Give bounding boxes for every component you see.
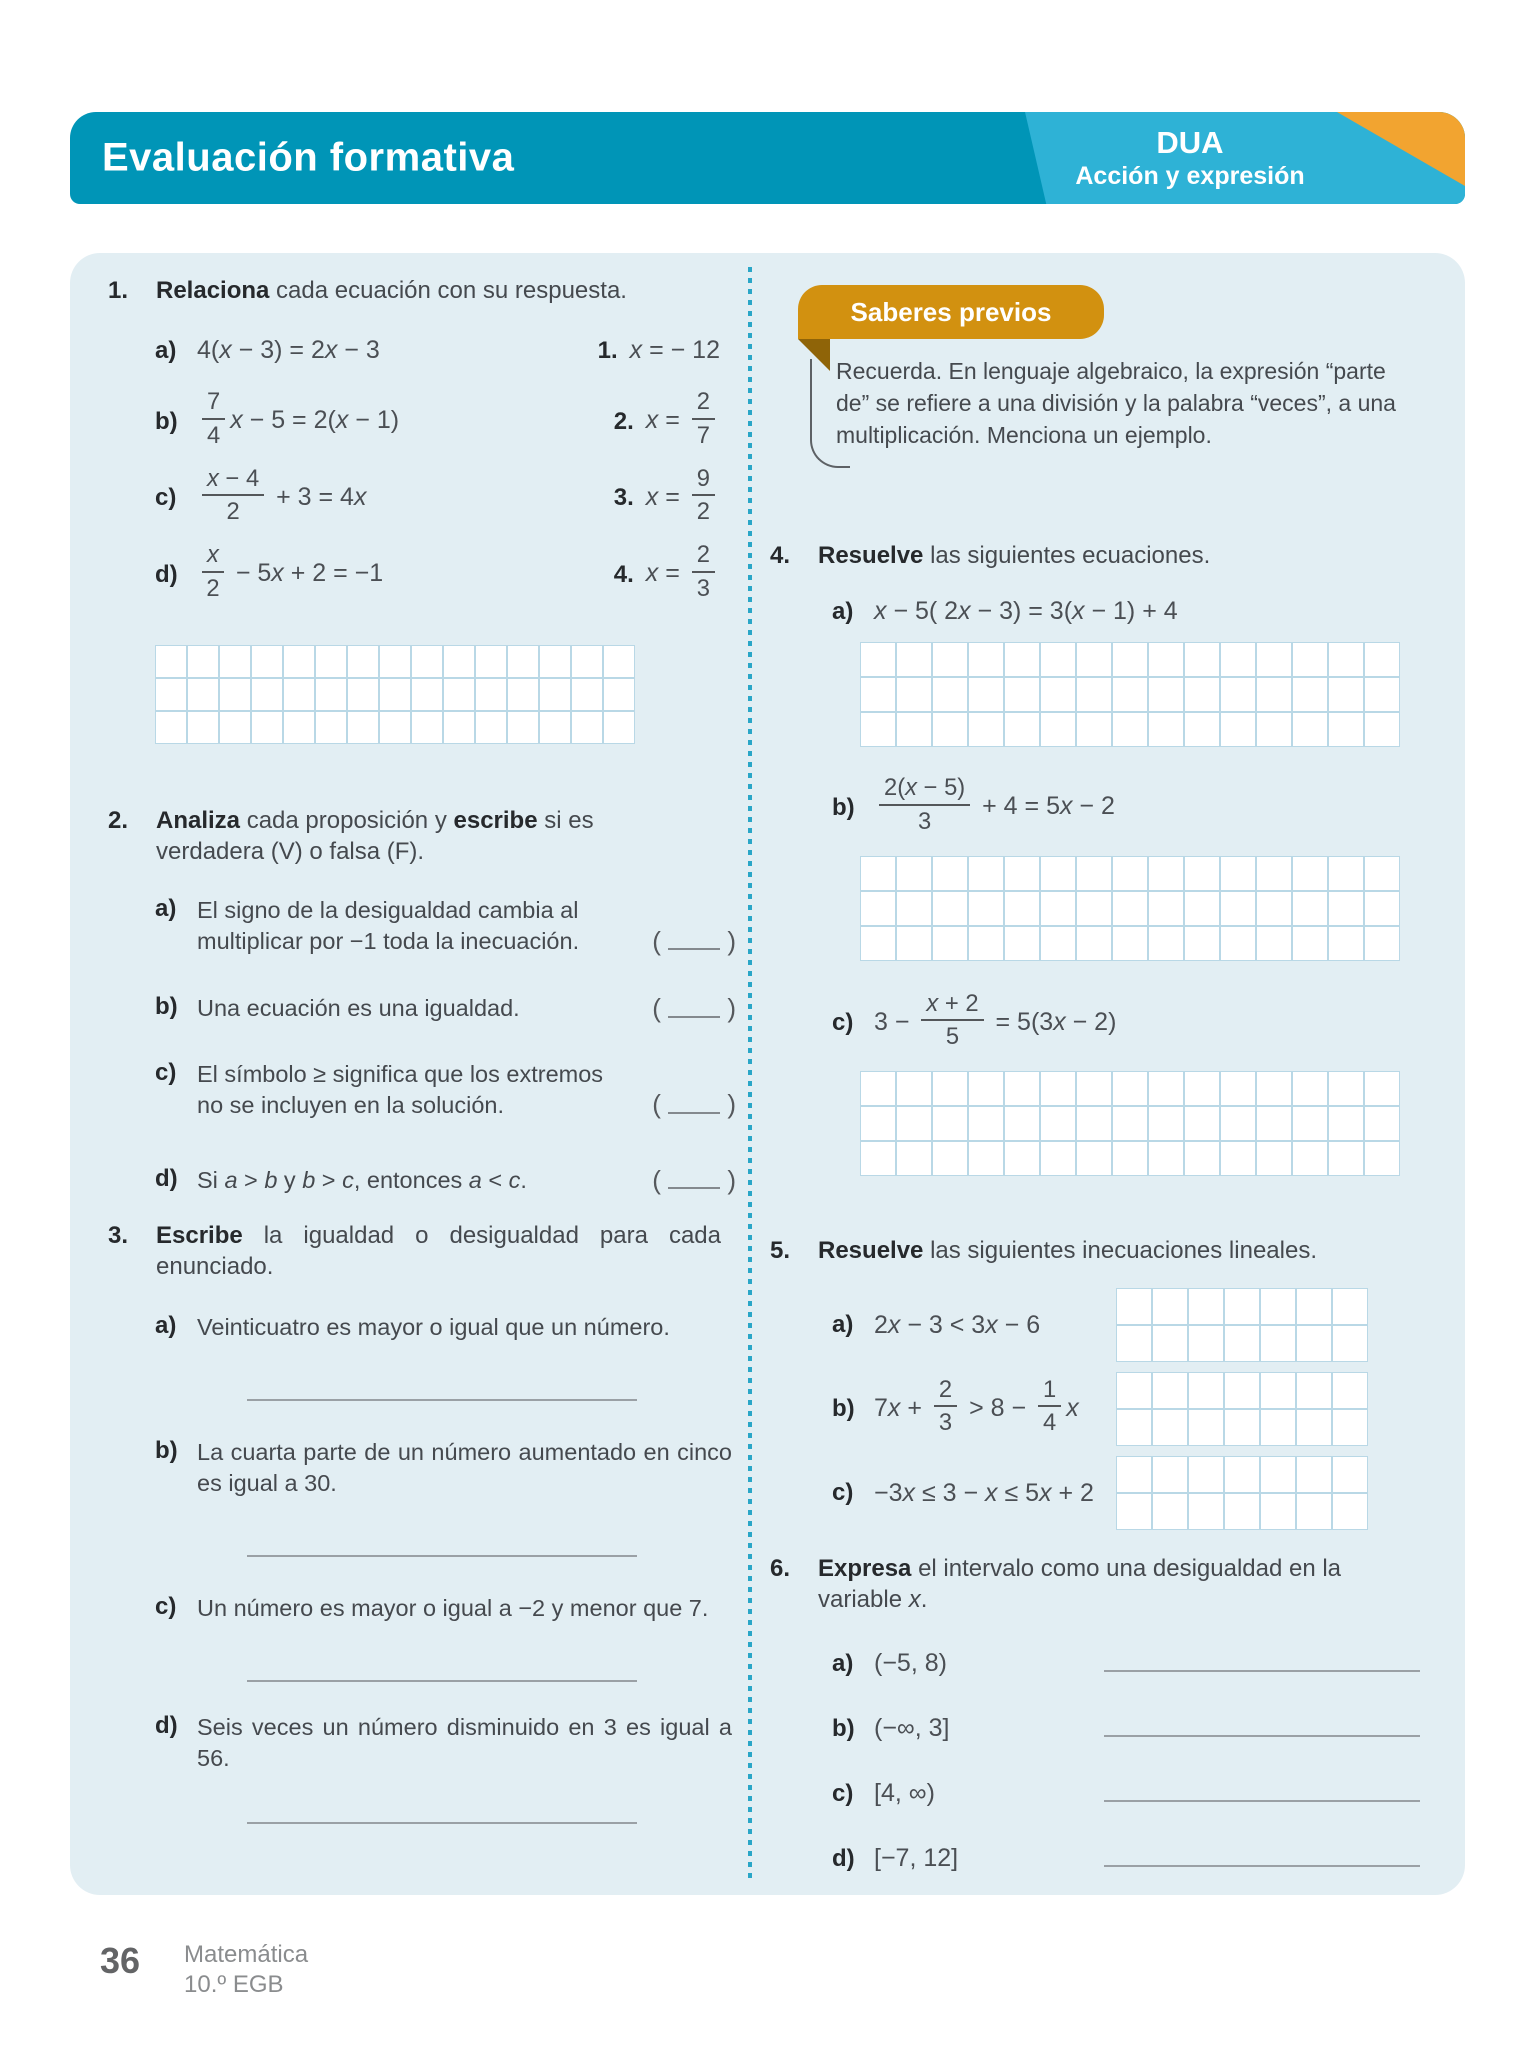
answer-line[interactable] — [247, 1680, 637, 1682]
left-column — [108, 253, 738, 1895]
answer-line[interactable] — [247, 1555, 637, 1557]
answer-equation: x = $\frac{9}{2}$ — [646, 468, 720, 529]
question-2-header — [108, 805, 738, 867]
vf-blank[interactable]: ( ) — [652, 1089, 736, 1120]
q4-item-b — [770, 774, 1430, 838]
item-label: d) — [155, 560, 178, 588]
answer-number: 4. — [613, 560, 634, 588]
item-label: a) — [155, 895, 177, 923]
q3-item-c — [108, 1593, 738, 1682]
item-label: a) — [832, 597, 854, 625]
interval-text: [4, ∞) — [874, 1779, 935, 1808]
question-title: Expresa el intervalo como una desigualdad en la variable x. — [818, 1555, 1342, 1614]
q1-answer-1 — [598, 336, 720, 365]
item-label: a) — [832, 1311, 854, 1339]
answer-equation: x = $\frac{2}{3}$ — [646, 544, 720, 605]
column-divider — [748, 267, 752, 1881]
answer-line[interactable] — [1104, 1865, 1420, 1867]
answer-equation: x = − 12 — [629, 336, 720, 365]
q1-item-b — [108, 388, 738, 452]
question-number: 4. — [770, 542, 791, 569]
q2-item-b — [108, 993, 738, 1024]
statement-text: Veinticuatro es mayor o igual que un número. — [197, 1314, 670, 1341]
vf-blank[interactable]: ( ) — [652, 1164, 736, 1195]
q1-answer-4 — [613, 541, 720, 605]
equation: $\frac{2(x - 5)}{3}$ + 4 = 5x − 2 — [874, 777, 1115, 838]
statement-text: Si a > b y b > c, entonces a < c. — [197, 1166, 527, 1193]
question-number: 2. — [108, 807, 129, 834]
q6-item-b — [770, 1714, 1430, 1743]
q1-item-a — [108, 336, 738, 365]
dua-title: DUA — [1156, 125, 1224, 160]
q6-item-c — [770, 1779, 1430, 1808]
item-label: c) — [832, 1009, 854, 1037]
equation: 2x − 3 < 3x − 6 — [874, 1310, 1041, 1339]
page-title: Evaluación formativa — [102, 135, 515, 180]
question-title: Escribe la igualdad o desigualdad para cada enunciado. — [156, 1222, 721, 1281]
question-5-header — [770, 1235, 1430, 1266]
item-label: b) — [832, 1395, 855, 1423]
item-label: d) — [155, 1712, 178, 1740]
answer-number: 3. — [613, 484, 634, 512]
equation: −3x ≤ 3 − x ≤ 5x + 2 — [874, 1478, 1094, 1507]
answer-line[interactable] — [1104, 1670, 1420, 1672]
item-label: b) — [832, 1714, 855, 1742]
question-4-header — [770, 540, 1430, 571]
answer-number: 1. — [597, 336, 618, 364]
vf-blank[interactable]: ( ) — [652, 926, 736, 957]
q5-work-grid-c[interactable] — [1116, 1456, 1368, 1530]
question-title: Analiza cada proposición y escribe si es verdadera (V) o falsa (F). — [156, 807, 594, 866]
book-info — [184, 1940, 308, 2000]
question-6-header — [770, 1553, 1430, 1615]
answer-line[interactable] — [1104, 1735, 1420, 1737]
q1-item-c — [108, 464, 738, 529]
interval-text: (−5, 8) — [874, 1649, 947, 1678]
question-number: 1. — [108, 277, 129, 304]
q2-item-d — [108, 1165, 738, 1196]
q1-answer-3 — [613, 464, 720, 529]
equation: $\frac{7}{4}$ x − 5 = 2(x − 1) — [197, 391, 399, 452]
content-card — [70, 253, 1465, 1895]
saberes-text: Recuerda. En lenguaje algebraico, la expresión “parte de” se refiere a una división y la palabra “veces”, a una multiplicación. Menciona un ejemplo. — [836, 358, 1396, 449]
item-label: b) — [155, 1437, 178, 1465]
equation: $\frac{x}{2}$ − 5x + 2 = −1 — [197, 544, 383, 605]
statement-text: Una ecuación es una igualdad. — [197, 995, 520, 1022]
equation: $\frac{x - 4}{2}$ + 3 = 4x — [197, 468, 366, 529]
question-2 — [108, 805, 738, 1196]
answer-line[interactable] — [1104, 1800, 1420, 1802]
item-label: a) — [155, 336, 177, 364]
item-label: a) — [832, 1649, 854, 1677]
statement-text: El signo de la desigualdad cambia al multiplicar por −1 toda la inecuación. — [197, 897, 580, 955]
q1-work-grid[interactable] — [155, 645, 738, 744]
answer-line[interactable] — [247, 1822, 637, 1824]
book-subject: Matemática — [184, 1941, 309, 1968]
page-number: 36 — [100, 1940, 141, 1981]
answer-number: 2. — [613, 407, 634, 435]
statement-text: La cuarta parte de un número aumentado en cinco es igual a 30. — [197, 1439, 732, 1497]
header-banner — [70, 112, 1465, 204]
item-label: a) — [155, 1312, 177, 1340]
item-label: c) — [155, 484, 177, 512]
item-label: b) — [155, 407, 178, 435]
q3-item-d — [108, 1712, 738, 1824]
page-footer — [100, 1940, 308, 2000]
equation: 3 − $\frac{x + 2}{5}$ = 5(3x − 2) — [874, 989, 1117, 1051]
q6-item-d — [770, 1844, 1430, 1873]
q5-work-grid-a[interactable] — [1116, 1288, 1368, 1362]
q6-item-a — [770, 1649, 1430, 1678]
dua-block — [1055, 124, 1325, 191]
answer-equation: x = $\frac{2}{7}$ — [646, 391, 720, 452]
q2-item-c — [108, 1059, 738, 1121]
question-title: Resuelve las siguientes inecuaciones lineales. — [818, 1237, 1317, 1264]
saberes-previos-badge: Saberes previos — [798, 285, 1104, 339]
q5-item-a — [770, 1288, 1430, 1362]
saberes-previos-box — [810, 355, 1424, 452]
item-label: c) — [155, 1593, 177, 1621]
equation: 7x + $\frac{2}{3}$ > 8 − $\frac{1}{4}$ x — [874, 1375, 1079, 1437]
item-label: c) — [155, 1058, 177, 1086]
statement-text: Un número es mayor o igual a −2 y menor que 7. — [197, 1595, 709, 1622]
q1-answer-2 — [613, 388, 720, 452]
q5-item-b — [770, 1372, 1430, 1446]
statement-text: El símbolo ≥ significa que los extremos no se incluyen en la solución. — [197, 1060, 604, 1118]
q4-work-grid-a[interactable] — [860, 642, 1430, 747]
question-1-header — [108, 275, 738, 306]
answer-line[interactable] — [247, 1399, 637, 1401]
q4-work-grid-c[interactable] — [860, 1071, 1430, 1176]
q3-item-b — [108, 1437, 738, 1557]
interval-text: (−∞, 3] — [874, 1714, 950, 1743]
book-grade: 10.º EGB — [184, 1971, 284, 1998]
q4-work-grid-b[interactable] — [860, 856, 1430, 961]
equation: 4(x − 3) = 2x − 3 — [197, 336, 380, 365]
item-label: b) — [155, 993, 178, 1021]
dua-subtitle: Acción y expresión — [1075, 162, 1305, 191]
question-number: 6. — [770, 1555, 791, 1582]
question-3 — [108, 1220, 738, 1824]
item-label: b) — [832, 793, 855, 821]
q5-item-c — [770, 1456, 1430, 1530]
question-5 — [770, 1235, 1430, 1530]
question-number: 5. — [770, 1237, 791, 1264]
bracket-decoration — [810, 359, 850, 468]
q1-item-d — [108, 541, 738, 605]
item-label: c) — [832, 1779, 854, 1807]
vf-blank[interactable]: ( ) — [652, 993, 736, 1024]
question-1 — [108, 275, 738, 744]
right-column — [770, 253, 1430, 1895]
q4-item-a — [770, 597, 1430, 626]
item-label: d) — [155, 1164, 178, 1192]
q5-work-grid-b[interactable] — [1116, 1372, 1368, 1446]
badge-fold — [798, 339, 830, 371]
statement-text: Seis veces un número disminuido en 3 es igual a 56. — [197, 1714, 732, 1772]
q4-item-c — [770, 989, 1430, 1054]
equation: x − 5( 2x − 3) = 3(x − 1) + 4 — [874, 597, 1178, 626]
interval-text: [−7, 12] — [874, 1844, 959, 1873]
question-number: 3. — [108, 1222, 129, 1249]
q2-item-a — [108, 895, 738, 957]
question-6 — [770, 1553, 1430, 1873]
question-title: Relaciona cada ecuación con su respuesta. — [156, 277, 627, 304]
question-title: Resuelve las siguientes ecuaciones. — [818, 542, 1211, 569]
question-4 — [770, 540, 1430, 1176]
q3-item-a — [108, 1312, 738, 1401]
item-label: d) — [832, 1844, 855, 1872]
question-3-header — [108, 1220, 738, 1282]
item-label: c) — [832, 1479, 854, 1507]
